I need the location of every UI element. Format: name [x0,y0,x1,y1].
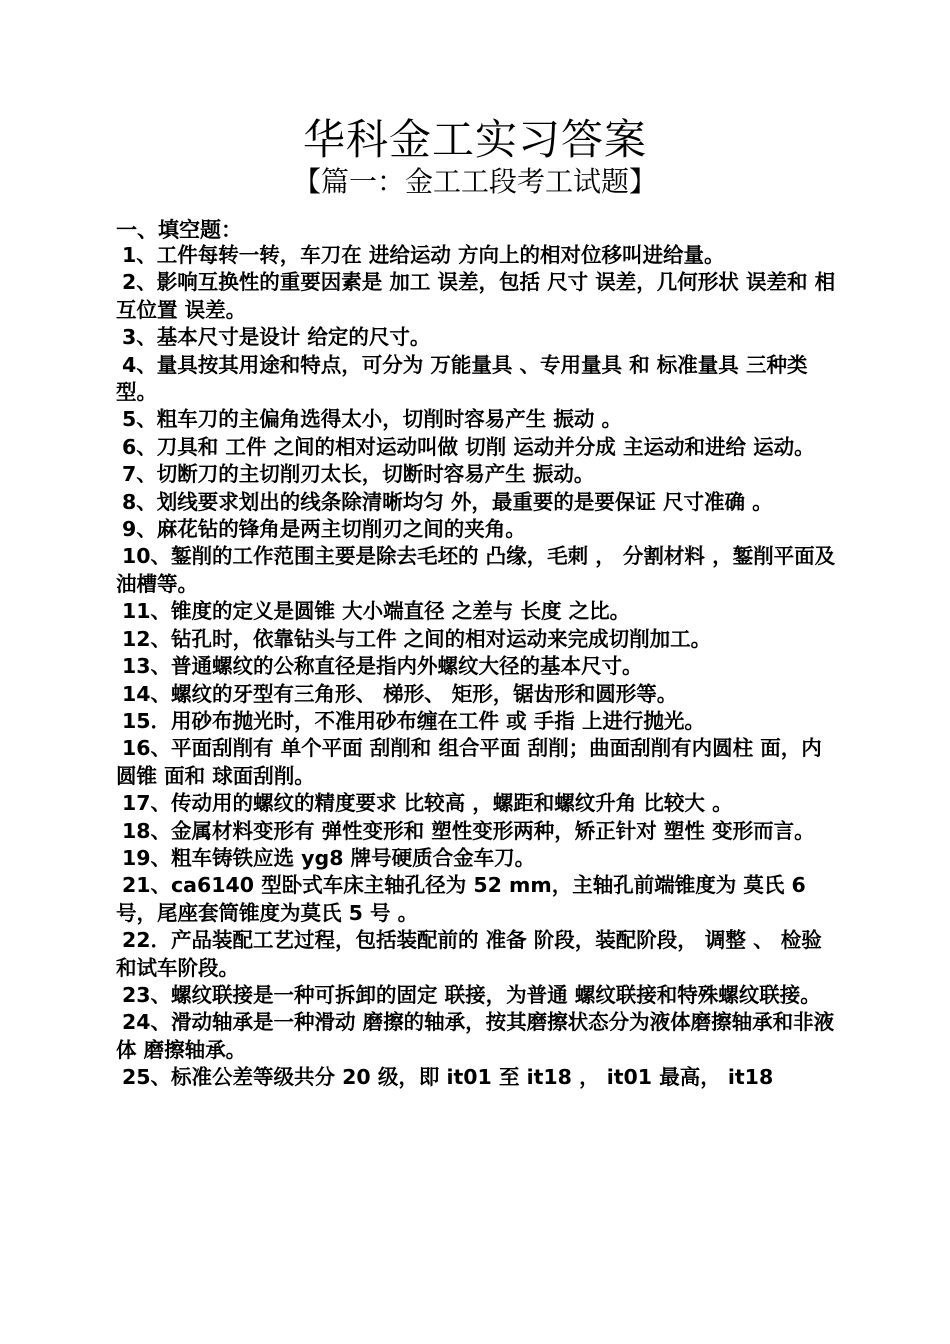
question-item: 21、ca6140 型卧式车床主轴孔径为 52 mm，主轴孔前端锥度为 莫氏 6 号，尾座套筒锥度为莫氏 5 号 。 [116,873,806,925]
document-subtitle: 【篇一：金工工段考工试题】 [292,165,657,198]
question-item: 14、螺纹的牙型有三角形、 梯形、 矩形，锯齿形和圆形等。 [122,681,678,706]
question-item: 23、螺纹联接是一种可拆卸的固定 联接，为普通 螺纹联接和特殊螺纹联接。 [122,982,821,1007]
question-item: 9、麻花钻的锋角是两主切削刃之间的夹角。 [122,517,526,542]
question-item: 18、金属材料变形有 弹性变形和 塑性变形两种，矫正针对 塑性 变形而言。 [122,818,815,843]
question-item: 7、切断刀的主切削刃太长，切断时容易产生 振动。 [122,462,595,487]
question-item: 10、錾削的工作范围主要是除去毛坯的 凸缘，毛刺 ， 分割材料 ，錾削平面及油槽等。 [116,544,836,596]
question-item: 4、量具按其用途和特点，可分为 万能量具 、专用量具 和 标准量具 三种类型。 [116,352,808,405]
question-item: 1、工件每转一转，车刀在 进给运动 方向上的相对位移叫进给量。 [122,243,725,267]
question-item: 24、滑动轴承是一种滑动 磨擦的轴承，按其磨擦状态分为液体磨擦轴承和非液体 磨擦轴承。 [116,1010,835,1062]
question-item: 16、平面刮削有 单个平面 刮削和 组合平面 刮削；曲面刮削有内圆柱 面，内圆锥 面和 球面刮削。 [116,736,822,788]
question-list [116,242,836,1092]
question-item: 8、划线要求划出的线条除清晰均匀 外，最重要的是要保证 尺寸准确 。 [122,489,773,514]
question-item: 12、钻孔时，依靠钻头与工件 之间的相对运动来完成切削加工。 [122,626,712,651]
question-item: 5、粗车刀的主偏角选得太小，切削时容易产生 振动 。 [122,407,623,432]
question-item: 11、锥度的定义是圆锥 大小端直径 之差与 长度 之比。 [122,599,631,624]
question-item: 17、传动用的螺纹的精度要求 比较高 ，螺距和螺纹升角 比较大 。 [122,791,733,816]
question-item: 25、标准公差等级共分 20 级，即 it01 至 it18 ， it01 最高， it18 [122,1065,774,1090]
document-title: 华科金工实习答案 [302,115,647,164]
question-item: 2、影响互换性的重要因素是 加工 误差，包括 尺寸 误差，几何形状 误差和 相互位置 误差。 [116,270,836,322]
question-item: 3、基本尺寸是设计 给定的尺寸。 [122,325,431,350]
question-item: 19、粗车铸铁应选 yg8 牌号硬质合金车刀。 [122,845,536,870]
question-item: 15．用砂布抛光时，不准用砂布缠在工件 或 手指 上进行抛光。 [122,708,705,733]
question-item: 22．产品装配工艺过程，包括装配前的 准备 阶段，装配阶段， 调整 、 检验和试车阶段。 [116,928,822,980]
section-heading: 一、填空题： [116,218,242,242]
question-item: 13、普通螺纹的公称直径是指内外螺纹大径的基本尺寸。 [122,654,643,679]
question-item: 6、刀具和 工件 之间的相对运动叫做 切削 运动并分成 主运动和进给 运动。 [122,434,815,459]
